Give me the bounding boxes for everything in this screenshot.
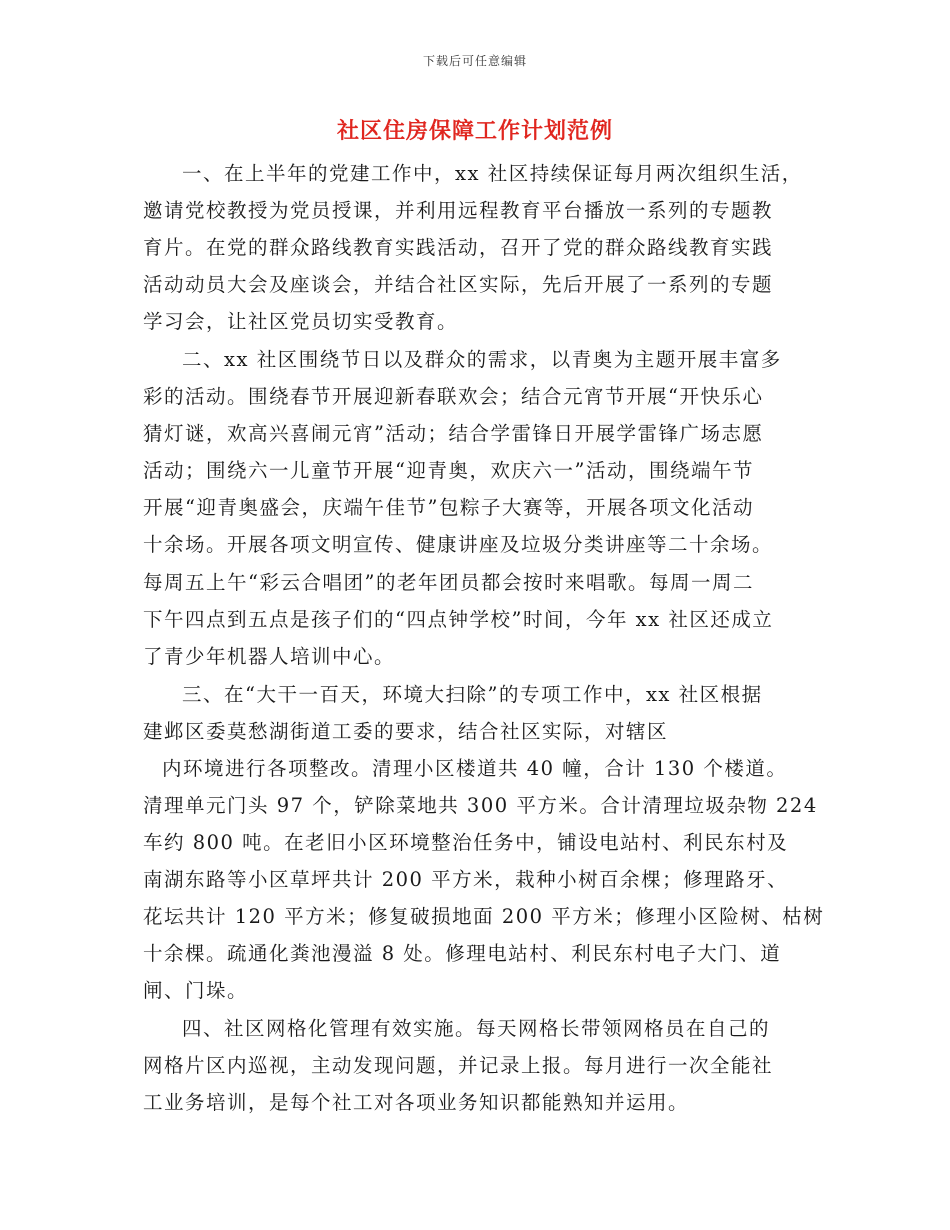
paragraph-line: 学习会，让社区党员切实受教育。 (143, 310, 459, 333)
paragraph-line: 闸、门垛。 (143, 979, 249, 1002)
paragraph-line: 三、在“大干一百天，环境大扫除”的专项工作中，xx 社区根据 (182, 683, 763, 706)
paragraph-line: 下午四点到五点是孩子们的“四点钟学校”时间，今年 xx 社区还成立 (143, 608, 774, 631)
paragraph-line: 彩的活动。围绕春节开展迎新春联欢会；结合元宵节开展“开快乐心 (143, 385, 764, 408)
paragraph-line: 活动动员大会及座谈会，并结合社区实际，先后开展了一系列的专题 (143, 273, 774, 296)
paragraph-line: 车约 800 吨。在老旧小区环境整治任务中，铺设电站村、利民东村及 (143, 831, 789, 854)
paragraph-line: 内环境进行各项整改。清理小区楼道共 40 幢，合计 130 个楼道。 (162, 757, 788, 780)
header-note: 下载后可任意编辑 (422, 54, 527, 68)
paragraph-line: 工业务培训，是每个社工对各项业务知识都能熟知并运用。 (143, 1091, 690, 1114)
paragraph-line: 南湖东路等小区草坪共计 200 平方米，栽种小树百余棵；修理路牙、 (143, 868, 789, 891)
paragraph-line: 邀请党校教授为党员授课，并利用远程教育平台播放一系列的专题教 (143, 199, 774, 222)
paragraph-line: 育片。在党的群众路线教育实践活动，召开了党的群众路线教育实践 (143, 236, 774, 259)
paragraph-line: 了青少年机器人培训中心。 (143, 645, 396, 668)
paragraph-line: 建邺区委莫愁湖街道工委的要求，结合社区实际，对辖区 (143, 720, 669, 743)
paragraph-line: 活动；围绕六一儿童节开展“迎青奥，欢庆六一”活动，围绕端午节 (143, 459, 754, 482)
paragraph-line: 一、在上半年的党建工作中，xx 社区持续保证每月两次组织生活， (182, 162, 803, 185)
paragraph-line: 清理单元门头 97 个，铲除菜地共 300 平方米。合计清理垃圾杂物 224 (143, 794, 818, 817)
paragraph-line: 四、社区网格化管理有效实施。每天网格长带领网格员在自己的 (182, 1017, 771, 1040)
paragraph-line: 十余场。开展各项文明宣传、健康讲座及垃圾分类讲座等二十余场。 (143, 533, 774, 556)
document-title: 社区住房保障工作计划范例 (336, 118, 613, 144)
paragraph-line: 花坛共计 120 平方米；修复破损地面 200 平方米；修理小区险树、枯树 (143, 905, 825, 928)
paragraph-line: 猜灯谜，欢高兴喜闹元宵”活动；结合学雷锋日开展学雷锋广场志愿 (143, 422, 764, 445)
paragraph-line: 二、xx 社区围绕节日以及群众的需求，以青奥为主题开展丰富多 (182, 348, 782, 371)
paragraph-line: 开展“迎青奥盛会，庆端午佳节”包粽子大赛等，开展各项文化活动 (143, 496, 754, 519)
paragraph-line: 每周五上午“彩云合唱团”的老年团员都会按时来唱歌。每周一周二 (143, 571, 754, 594)
paragraph-line: 十余棵。疏通化粪池漫溢 8 处。修理电站村、利民东村电子大门、道 (143, 942, 782, 965)
paragraph-line: 网格片区内巡视，主动发现问题，并记录上报。每月进行一次全能社 (143, 1054, 774, 1077)
